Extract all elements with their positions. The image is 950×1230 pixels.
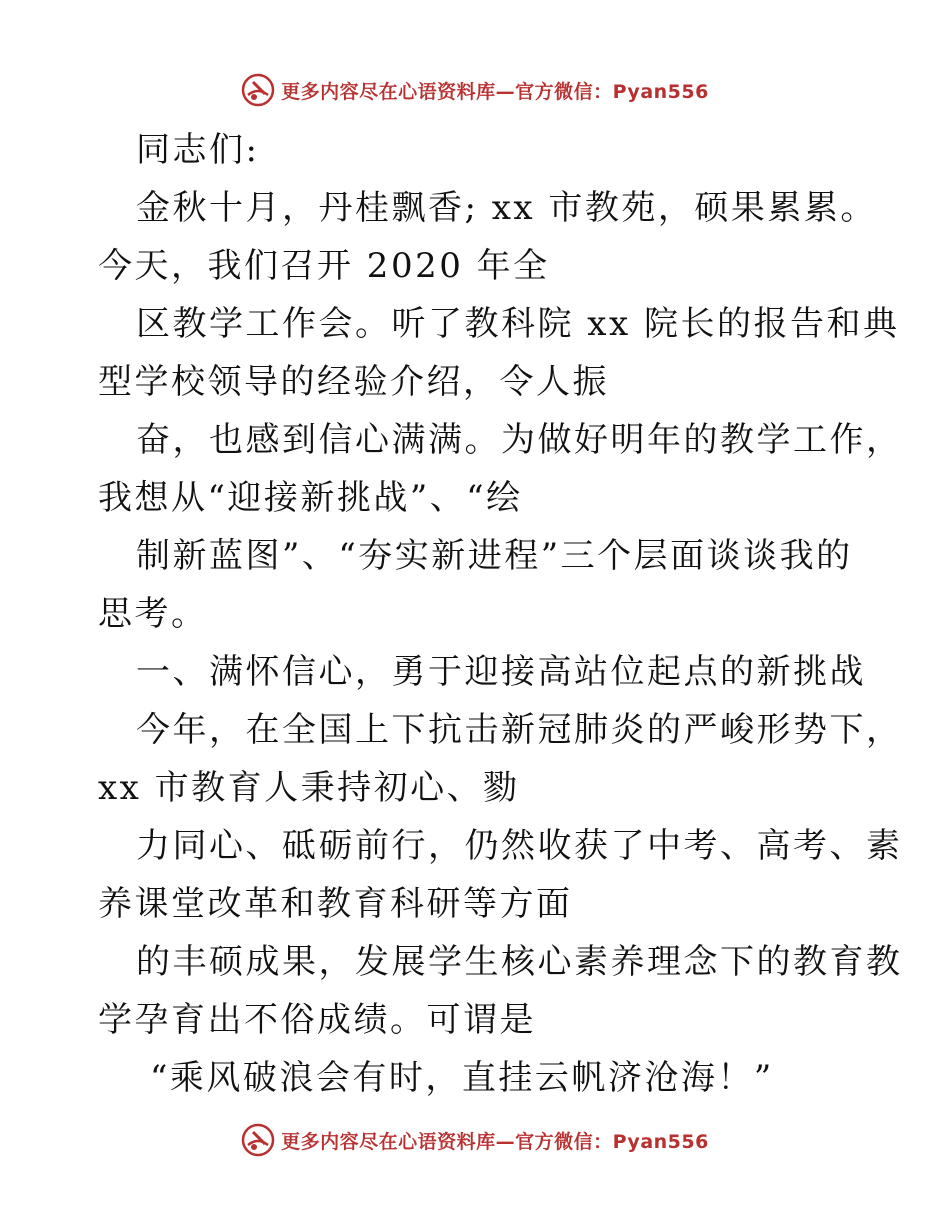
watermark-text: 更多内容尽在心语资料库—官方微信：Pyan556 bbox=[281, 1130, 709, 1153]
paragraph-line: xx 市教育人秉持初心、勠 bbox=[98, 768, 520, 808]
paragraph-line: 养课堂改革和教育科研等方面 bbox=[98, 884, 573, 924]
section-heading: 一、满怀信心，勇于迎接高站位起点的新挑战 bbox=[136, 652, 866, 692]
paragraph-line: 制新蓝图”、“夯实新进程”三个层面谈谈我的 bbox=[136, 536, 853, 576]
paragraph-line: 的丰硕成果，发展学生核心素养理念下的教育教 bbox=[136, 942, 903, 982]
paragraph-line: 今年，在全国上下抗击新冠肺炎的严峻形势下， bbox=[136, 710, 903, 750]
book-pen-logo-icon bbox=[241, 73, 275, 107]
watermark-footer bbox=[0, 1120, 950, 1160]
paragraph-line: 型学校领导的经验介绍，令人振 bbox=[98, 362, 609, 402]
watermark-header bbox=[0, 70, 950, 110]
paragraph-line: 今天，我们召开 2020 年全 bbox=[98, 246, 550, 286]
paragraph-line: 奋，也感到信心满满。为做好明年的教学工作， bbox=[136, 420, 903, 460]
quote-line: “乘风破浪会有时，直挂云帆济沧海！” bbox=[150, 1058, 774, 1098]
watermark-text: 更多内容尽在心语资料库—官方微信：Pyan556 bbox=[281, 80, 709, 103]
paragraph-line: 我想从“迎接新挑战”、“绘 bbox=[98, 478, 523, 518]
paragraph-line: 学孕育出不俗成绩。可谓是 bbox=[98, 1000, 536, 1040]
salutation: 同志们: bbox=[136, 130, 260, 170]
paragraph-line: 金秋十月，丹桂飘香; xx 市教苑，硕果累累。 bbox=[136, 188, 877, 228]
book-pen-logo-icon bbox=[241, 1123, 275, 1157]
paragraph-line: 思考。 bbox=[98, 594, 208, 634]
paragraph-line: 力同心、砥砺前行，仍然收获了中考、高考、素 bbox=[136, 826, 903, 866]
paragraph-line: 区教学工作会。听了教科院 xx 院长的报告和典 bbox=[136, 304, 900, 344]
